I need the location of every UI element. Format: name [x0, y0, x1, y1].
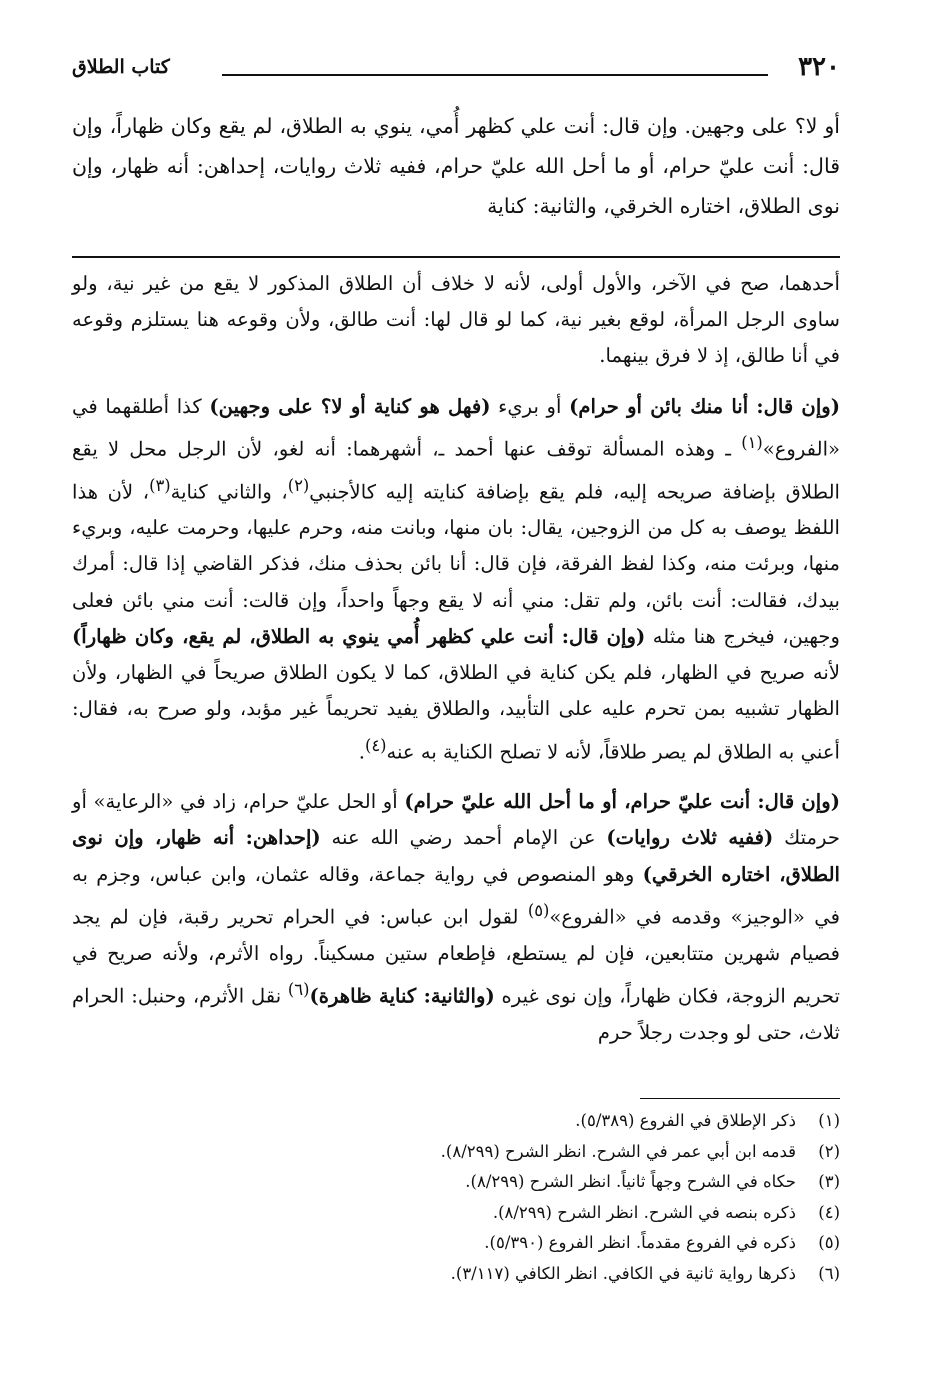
matn-separator: [72, 256, 840, 258]
matn-quote: (وإن قال: أنت علي كظهر أُمي ينوي به الطلاق، لم يقع، وكان ظهاراً): [72, 624, 646, 648]
page-header: [72, 52, 840, 82]
matn-quote: (وإن قال: أنت عليّ حرام، أو ما أحل الله عليّ حرام): [404, 790, 840, 814]
footnote: [72, 1259, 840, 1290]
footnote-text: قدمه ابن أبي عمر في الشرح. انظر الشرح (٨/٢٩٩).: [440, 1141, 796, 1161]
footnote-number: (٦): [818, 1263, 840, 1283]
matn-quote: (إحداهن: أنه ظهار، وإن نوى الطلاق، اختاره الخرقي): [72, 826, 841, 886]
footnote-text: حكاه في الشرح وجهاً ثانياً. انظر الشرح (٨/٢٩٩).: [465, 1172, 796, 1191]
footnote-text: ذكر الإطلاق في الفروع (٥/٣٨٩).: [575, 1111, 796, 1130]
footnote-number: (٤): [818, 1202, 840, 1222]
commentary-text: ، لأن هذا اللفظ يوصف به كل من الزوجين، يقال: بان منها، وبانت منه، وحرم عليها، وحرمت عليه، وبريء منها، وبرئت منه، وكذا لفظ الفرقة، فإن قال: أنا بائن بحذف منك، فذكر القاضي إذا قال: أمرك بيدك، فقالت: أنت بائن، ولم تقل: مني أنه لا يقع وجهاً واحداً، وإن قالت: أنت مني بائن فعلى وجهين، فيخرج هنا مثله: [72, 480, 840, 648]
footnote-number: (٣): [818, 1172, 840, 1191]
footnote-ref[interactable]: (٥): [527, 900, 550, 920]
matn-quote: (فهل هو كناية أو لا؟ على وجهين): [209, 394, 491, 418]
commentary-text: عن الإمام أحمد رضي الله عنه: [320, 826, 607, 850]
footnote-text: ذكره في الفروع مقدماً. انظر الفروع (٥/٣٩٠).: [484, 1233, 796, 1252]
commentary-text: .: [358, 740, 365, 764]
footnote-ref[interactable]: (٦): [287, 979, 310, 999]
commentary-text: لأنه صريح في الظهار، فلم يكن كناية في الطلاق، كما لا يكون الطلاق صريحاً في الظهار، ولأن الظهار تشبيه بمن تحرم عليه على التأبيد، والطلاق يفيد تحريماً غير مؤبد، ولو صرح به، فقال: أعني به الطلاق لم يصر طلاقاً، لأنه لا تصلح الكناية به عنه: [72, 661, 840, 764]
commentary-text: أو الحل عليّ حرام، زاد في «الرعاية» أو حرمتك: [72, 790, 840, 850]
commentary-paragraph-1: أحدهما، صح في الآخر، والأول أولى، لأنه لا خلاف أن الطلاق المذكور لا يقع من غير نية، ولو ساوى الرجل المرأة، لوقع بغير نية، كما لو قال لها: أنت طالق، ولأن وقوعه هنا يستلزم وقوعه في أنا طالق، إذ لا فرق بينهما.: [72, 272, 840, 368]
commentary-text: أو بريء: [490, 394, 570, 418]
footnote-separator: [640, 1098, 840, 1099]
commentary-text: لقول ابن عباس: في الحرام تحرير رقبة، فإن لم يجد فصيام شهرين متتابعين، فإن لم يستطع، فإطعام ستين مسكيناً. رواه الأثرم، ولأنه صريح في تحريم الزوجة، فكان ظهاراً، وإن نوى غيره: [72, 905, 840, 1008]
commentary-text: ـ وهذه المسألة توقف عنها أحمد ـ، أشهرهما: أنه لغو، لأن الرجل محل لا يقع الطلاق بإضافة صريحه إليه، فلم يقع بإضافة كنايته إليه كالأجنبي: [72, 437, 841, 504]
footnote-ref[interactable]: (٤): [364, 735, 387, 755]
running-title: كتاب الطلاق: [72, 56, 170, 78]
footnote: [72, 1106, 840, 1137]
page-number: ٣٢٠: [798, 52, 840, 82]
matn-quote: (وإن قال: أنا منك بائن أو حرام): [569, 394, 840, 418]
footnote: [72, 1167, 840, 1198]
commentary-paragraph-2: [72, 389, 840, 771]
footnote: [72, 1228, 840, 1259]
footnote-ref[interactable]: (١): [741, 432, 763, 452]
book-page: [72, 0, 840, 1378]
footnote: [72, 1198, 840, 1229]
header-rule: [222, 74, 768, 76]
matn-quote: (والثانية: كناية ظاهرة): [309, 984, 495, 1008]
footnote-ref[interactable]: (٢): [287, 475, 310, 495]
footnote-ref[interactable]: (٣): [149, 475, 171, 495]
matn-quote: (ففيه ثلاث روايات): [606, 826, 774, 850]
footnote-number: (٢): [818, 1141, 840, 1161]
footnote-text: ذكرها رواية ثانية في الكافي. انظر الكافي (٣/١١٧).: [450, 1263, 796, 1283]
commentary-text: ، والثاني كناية: [170, 480, 288, 504]
footnotes: [72, 1106, 840, 1289]
footnote-number: (١): [818, 1111, 840, 1130]
commentary-text: وهو المنصوص في رواية جماعة، وقاله عثمان، وابن عباس، وجزم به في «الوجيز» وقدمه في «الفروع»: [72, 862, 840, 929]
commentary-text: كذا أطلقهما في «الفروع»: [72, 394, 840, 461]
footnote-number: (٥): [818, 1233, 840, 1252]
footnote-text: ذكره بنصه في الشرح. انظر الشرح (٨/٢٩٩).: [492, 1202, 796, 1222]
matn-text: أو لا؟ على وجهين. وإن قال: أنت علي كظهر أُمي، ينوي به الطلاق، لم يقع وكان ظهاراً، وإن قال: أنت عليّ حرام، أو ما أحل الله عليّ حرام، ففيه ثلاث روايات، إحداهن: أنه ظهار، وإن نوى الطلاق، اختاره الخرقي، والثانية: كناية: [72, 114, 840, 218]
commentary-text: نقل الأثرم، وحنبل: الحرام ثلاث، حتى لو وجدت رجلاً حرم: [72, 984, 840, 1044]
commentary: [72, 266, 840, 1051]
commentary-paragraph-3: [72, 784, 840, 1050]
footnote: [72, 1137, 840, 1168]
